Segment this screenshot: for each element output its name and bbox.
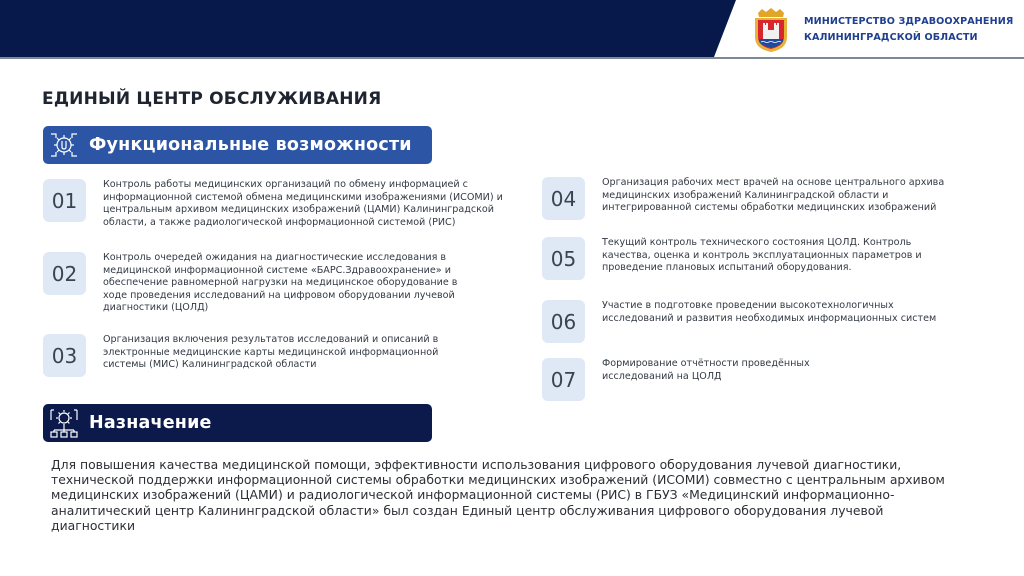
purpose-section-title: Назначение — [89, 413, 212, 433]
ministry-name-line2: КАЛИНИНГРАДСКОЙ ОБЛАСТИ — [804, 32, 978, 43]
item-text: Контроль работы медицинских организаций по обмену информацией с информационной системой обмена медицинскими изображениями (ИСОМИ) и центральным архивом медицинских изображений (ЦАМИ) Калининградской области, а также радиологической информационной системой (РИС) — [103, 179, 503, 228]
item-number: 01 — [43, 179, 86, 222]
item-text: Участие в подготовке проведении высокотехнологичных исследований и развития необходимых информационных систем — [602, 300, 937, 324]
item-text: Контроль очередей ожидания на диагностические исследования в медицинской информационной системе «БАРС.Здравоохранение» и обеспечение равномерной нагрузки на медицинское оборудование в ходе проведения исследований на цифровом оборудовании лучевой диагностики (ЦОЛД) — [103, 252, 458, 314]
item-number: 04 — [542, 177, 585, 220]
functions-section-title: Функциональные возможности — [89, 135, 412, 155]
function-item — [542, 358, 822, 401]
item-number: 05 — [542, 237, 585, 280]
page-title: ЕДИНЫЙ ЦЕНТР ОБСЛУЖИВАНИЯ — [42, 89, 382, 109]
function-item — [542, 300, 962, 343]
item-number: 02 — [43, 252, 86, 295]
item-number: 06 — [542, 300, 585, 343]
item-text: Организация рабочих мест врачей на основе центрального архива медицинских изображений Калининградской области и интегрированной системы обработки медицинских изображений — [602, 177, 945, 214]
function-item — [43, 252, 473, 315]
item-text: Организация включения результатов исследований и описаний в электронные медицинские карты медицинской информационной системы (МИС) Калининградской области — [103, 334, 439, 371]
function-item — [43, 179, 517, 229]
gear-network-icon — [47, 406, 81, 440]
function-item — [43, 334, 463, 377]
purpose-section-header — [43, 404, 432, 442]
function-item — [542, 177, 967, 220]
purpose-description: Для повышения качества медицинской помощи, эффективности использования цифрового оборудования лучевой диагностики, технической поддержки информационной системы обработки медицинских изображений (ИСОМИ) совместно с центральным архивом медицинских изображений (ЦАМИ) и радиологической информационной системы (РИС) в ГБУЗ «Медицинский информационно-аналитический центр Калининградской области» был создан Единый центр обслуживания цифрового оборудования лучевой диагностики — [51, 457, 945, 533]
ministry-name — [804, 14, 1013, 46]
gear-wrench-circuit-icon — [47, 128, 81, 162]
functions-section-header — [43, 126, 432, 164]
ministry-name-line1: МИНИСТЕРСТВО ЗДРАВООХРАНЕНИЯ — [804, 16, 1014, 27]
item-number: 07 — [542, 358, 585, 401]
header-divider — [0, 57, 1024, 59]
item-text: Формирование отчётности проведённых исследований на ЦОЛД — [602, 358, 810, 382]
item-text: Текущий контроль технического состояния ЦОЛД. Контроль качества, оценка и контроль эксплуатационных параметров и проведение плановых испытаний оборудования. — [602, 237, 922, 274]
kaliningrad-coat-of-arms-icon — [752, 7, 790, 53]
function-item — [542, 237, 932, 280]
item-number: 03 — [43, 334, 86, 377]
